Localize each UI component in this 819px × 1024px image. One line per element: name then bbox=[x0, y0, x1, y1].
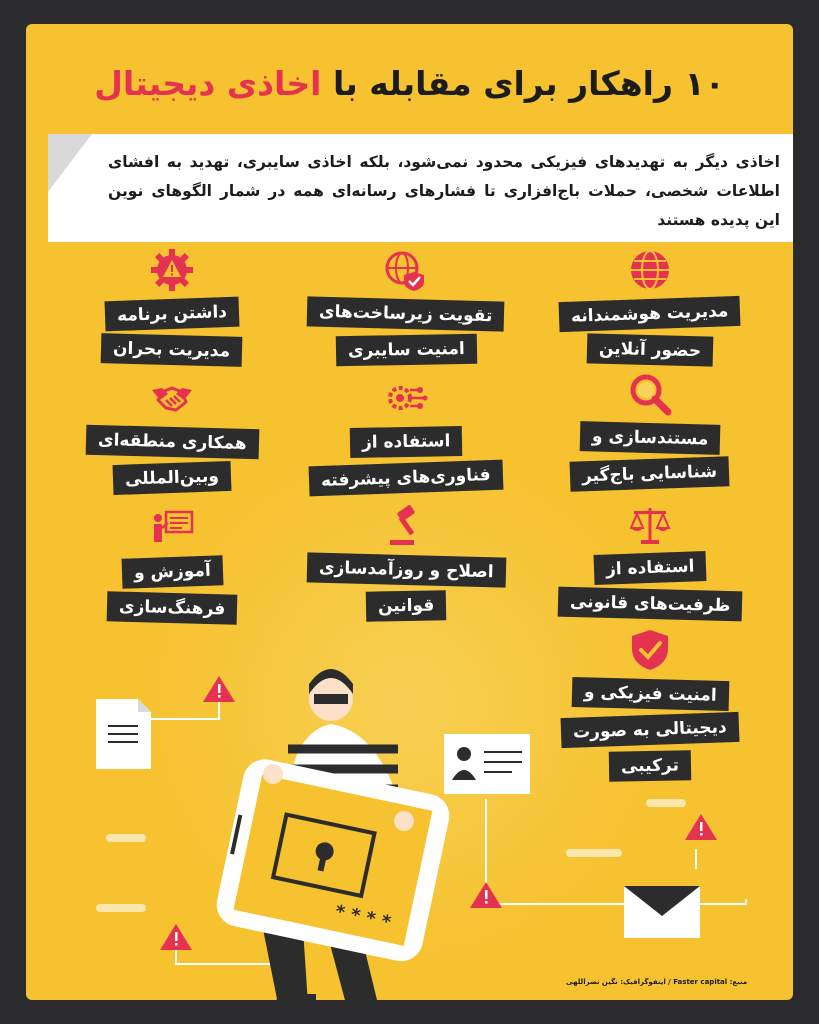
label-line: استفاده از bbox=[350, 426, 463, 458]
intro-text: اخاذی دیگر به تهدیدهای فیزیکی محدود نمی‌شود، بلکه اخاذی سایبری، تهدید به افشای اطلاعات شخصی، حملات باج‌افزاری تا فشارهای رسانه‌ای همه در شمار الگوهای نوین این پدیده هستند bbox=[108, 153, 780, 229]
strategy-online-presence bbox=[550, 248, 750, 368]
label-line: امنیت فیزیکی و bbox=[571, 677, 728, 711]
label-line: فرهنگ‌سازی bbox=[106, 591, 237, 624]
globe-icon bbox=[628, 248, 672, 292]
strategy-cooperation bbox=[72, 376, 272, 496]
strategy-advanced-tech bbox=[306, 376, 506, 496]
label-line: داشتن برنامه bbox=[105, 297, 240, 332]
label-line: قوانین bbox=[366, 590, 447, 621]
id-card-icon bbox=[444, 734, 530, 794]
hacker-hand bbox=[394, 811, 414, 831]
item-label bbox=[306, 296, 506, 332]
label-line: آموزش و bbox=[121, 555, 223, 588]
item-label bbox=[550, 586, 750, 622]
label-line: مدیریت بحران bbox=[101, 333, 243, 367]
strategy-crisis-plan bbox=[72, 248, 272, 368]
label-line: همکاری منطقه‌ای bbox=[85, 425, 258, 460]
item-label bbox=[72, 424, 272, 460]
svg-text:* * * *: * * * * bbox=[333, 901, 393, 934]
label-line: دیجیتالی به صورت bbox=[561, 712, 740, 748]
warning-triangle-icon bbox=[470, 882, 502, 908]
item-label bbox=[306, 424, 506, 460]
hacker-hand bbox=[263, 764, 283, 784]
teacher-board-icon bbox=[150, 506, 194, 550]
label-line: وبین‌المللی bbox=[113, 461, 232, 495]
item-label bbox=[550, 550, 750, 586]
title-prefix: ۱۰ راهکار برای مقابله با bbox=[333, 64, 725, 103]
label-line: شناسایی باج‌گیر bbox=[570, 456, 730, 492]
item-label bbox=[306, 588, 506, 624]
label-line: اصلاح و روزآمدسازی bbox=[306, 552, 505, 587]
item-label bbox=[72, 460, 272, 496]
item-label bbox=[72, 590, 272, 626]
label-line: حضور آنلاین bbox=[587, 333, 714, 366]
hacker-illustration bbox=[26, 624, 793, 1000]
credit-line: منبع: Faster capital / اینفوگرافیک: نگین نصراللهی bbox=[566, 978, 748, 986]
label-line: ظرفیت‌های قانونی bbox=[557, 587, 742, 622]
envelope-icon bbox=[624, 886, 700, 938]
warning-triangle-icon bbox=[203, 676, 235, 702]
gear-warning-icon bbox=[150, 248, 194, 292]
intro-box bbox=[48, 134, 793, 242]
label-line: تقویت زیرساخت‌های bbox=[307, 296, 505, 331]
label-line: امنیت سایبری bbox=[335, 334, 476, 366]
paper-curl bbox=[48, 134, 92, 192]
item-label bbox=[550, 456, 750, 492]
magnifier-icon bbox=[628, 372, 672, 416]
item-label bbox=[550, 420, 750, 456]
label-line: مدیریت هوشمندانه bbox=[559, 296, 741, 332]
infographic-poster bbox=[26, 24, 793, 1000]
title-highlight: اخاذی دیجیتال bbox=[94, 64, 322, 103]
item-label bbox=[306, 332, 506, 368]
strategy-law-reform bbox=[306, 504, 506, 624]
warning-triangle-icon bbox=[685, 814, 717, 840]
item-label bbox=[550, 296, 750, 332]
gavel-icon bbox=[384, 504, 428, 548]
tablet-lock-screen bbox=[213, 755, 454, 965]
item-label bbox=[72, 554, 272, 590]
handshake-icon bbox=[150, 376, 194, 420]
label-line: ترکیبی bbox=[609, 750, 691, 781]
item-label bbox=[306, 552, 506, 588]
scales-icon bbox=[628, 502, 672, 546]
label-line: استفاده از bbox=[593, 551, 706, 585]
circuit-gear-icon bbox=[384, 376, 428, 420]
warning-triangle-icon bbox=[160, 924, 192, 950]
item-label bbox=[306, 460, 506, 496]
item-label bbox=[72, 296, 272, 332]
page-title bbox=[26, 64, 793, 103]
globe-shield-icon bbox=[384, 248, 428, 292]
item-label bbox=[72, 332, 272, 368]
strategy-legal-capacity bbox=[550, 502, 750, 622]
document-icon bbox=[96, 699, 151, 769]
strategy-cyber-infrastructure bbox=[306, 248, 506, 368]
strategy-education bbox=[72, 506, 272, 626]
label-line: فناوری‌های پیشرفته bbox=[309, 460, 504, 497]
item-label bbox=[550, 332, 750, 368]
strategy-documentation bbox=[550, 372, 750, 492]
label-line: مستندسازی و bbox=[579, 421, 720, 455]
